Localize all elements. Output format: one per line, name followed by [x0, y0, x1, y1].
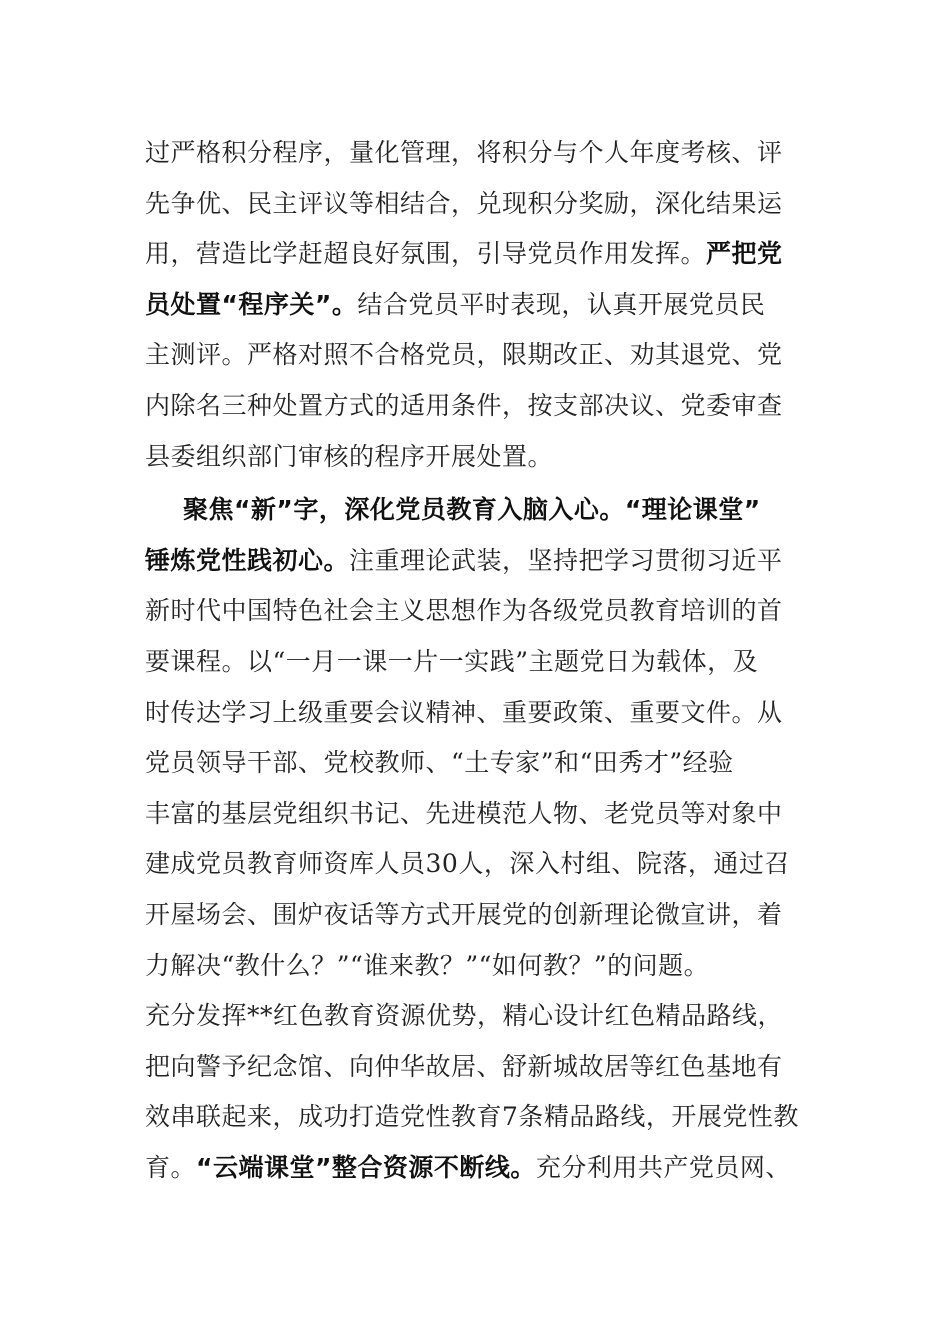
text-line: 开屋场会、围炉夜话等方式开展党的创新理论微宣讲，着: [145, 899, 783, 929]
text-line: 县委组织部门审核的程序开展处置。: [145, 441, 554, 471]
bold-heading-run: “云端课堂”整合资源不断线。: [196, 1152, 536, 1182]
text-line: 时传达学习上级重要会议精神、重要政策、重要文件。从: [145, 697, 783, 727]
text-line: [145, 229, 845, 280]
text-run: 结合党员平时表现，认真开展党员民: [357, 289, 766, 319]
paragraph-scoring-and-disposal: [145, 128, 845, 482]
text-line: 过严格积分程序，量化管理，将积分与个人年度考核、评: [145, 138, 783, 167]
text-line: 新时代中国特色社会主义思想作为各级党员教育培训的首: [145, 596, 783, 626]
text-line: 内除名三种处置方式的适用条件，按支部决议、党委审查: [145, 390, 783, 420]
bold-heading-run: 员处置“程序关”。: [145, 289, 358, 319]
text-line: 把向警予纪念馆、向仲华故居、舒新城故居等红色基地有: [145, 1051, 783, 1081]
text-line: 党员领导干部、党校教师、“土专家”和“田秀才”经验: [145, 748, 734, 778]
text-run: 用，营造比学赶超良好氛围，引导党员作用发挥。: [145, 239, 707, 269]
text-line: 丰富的基层党组织书记、先进模范人物、老党员等对象中: [145, 798, 783, 828]
text-line: 充分发挥**红色教育资源优势，精心设计红色精品路线，: [145, 1001, 784, 1031]
section-heading-line: 聚焦“新”字，深化党员教育入脑入心。“理论课堂”: [183, 495, 761, 525]
text-line: 先争优、民主评议等相结合，兑现积分奖励，深化结果运: [145, 188, 783, 218]
text-line: [145, 280, 845, 331]
paragraph-party-education: [145, 485, 845, 1193]
document-body: [145, 128, 845, 1193]
text-line: [145, 536, 845, 587]
text-line: [145, 1143, 845, 1194]
text-line: 要课程。以“一月一课一片一实践”主题党日为载体，及: [145, 646, 759, 676]
bold-heading-run: 严把党: [706, 239, 783, 269]
bold-heading-run: 锤炼党性践初心。: [145, 545, 350, 575]
text-line: 建成党员教育师资库人员30人，深入村组、院落，通过召: [145, 849, 790, 879]
text-line: 力解决“教什么？”“谁来教？”“如何教？”的问题。: [145, 950, 710, 980]
text-run: 注重理论武装，坚持把学习贯彻习近平: [349, 545, 783, 575]
text-run: 充分利用共产党员网、: [535, 1152, 791, 1182]
text-line: 效串联起来，成功打造党性教育7条精品路线，开展党性教: [145, 1102, 799, 1132]
text-run: 育。: [145, 1152, 197, 1182]
text-line: 主测评。严格对照不合格党员，限期改正、劝其退党、党: [145, 340, 783, 370]
